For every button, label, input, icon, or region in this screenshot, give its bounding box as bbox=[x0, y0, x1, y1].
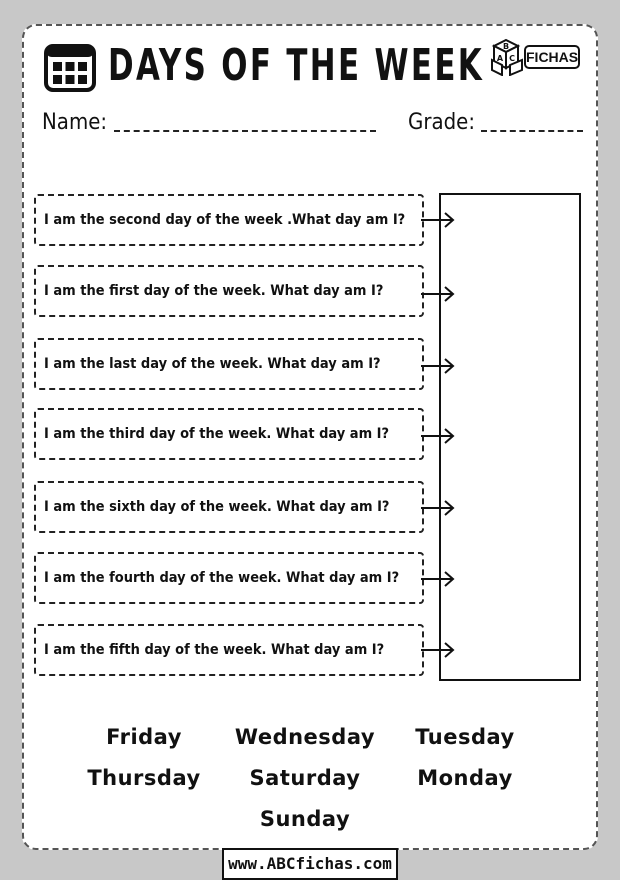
question-box bbox=[34, 265, 424, 317]
word-bank-item: Monday bbox=[417, 766, 513, 790]
calendar-icon bbox=[44, 44, 96, 92]
name-label: Name: bbox=[42, 110, 108, 135]
logo-letter-c: C bbox=[509, 54, 515, 63]
footer-url: www.ABCfichas.com bbox=[222, 848, 398, 880]
question-box bbox=[34, 338, 424, 390]
logo-letter-a: A bbox=[496, 54, 504, 63]
question-box bbox=[34, 552, 424, 604]
question-text: I am the fifth day of the week. What day am I? bbox=[44, 642, 385, 658]
question-box bbox=[34, 624, 424, 676]
name-field[interactable] bbox=[114, 130, 376, 132]
arrow-right-icon bbox=[421, 642, 457, 658]
arrow-right-icon bbox=[421, 212, 457, 228]
arrow-right-icon bbox=[421, 428, 457, 444]
arrow-right-icon bbox=[421, 571, 457, 587]
arrow-right-icon bbox=[421, 358, 457, 374]
question-box bbox=[34, 481, 424, 533]
logo-text: FICHAS bbox=[524, 45, 580, 69]
question-text: I am the third day of the week. What day am I? bbox=[44, 426, 390, 442]
question-text: I am the second day of the week .What day am I? bbox=[44, 212, 406, 228]
grade-label: Grade: bbox=[408, 110, 476, 135]
question-text: I am the first day of the week. What day am I? bbox=[44, 283, 384, 299]
question-box bbox=[34, 194, 424, 246]
word-bank-item: Friday bbox=[106, 725, 182, 749]
word-bank-item: Wednesday bbox=[234, 725, 376, 749]
word-bank-item: Tuesday bbox=[415, 725, 515, 749]
word-bank-item: Saturday bbox=[249, 766, 361, 790]
grade-field[interactable] bbox=[481, 130, 583, 132]
logo-letter-b: B bbox=[502, 42, 510, 51]
arrow-right-icon bbox=[421, 500, 457, 516]
question-text: I am the fourth day of the week. What day am I? bbox=[44, 570, 400, 586]
word-bank-item: Thursday bbox=[87, 766, 201, 790]
question-text: I am the last day of the week. What day am I? bbox=[44, 356, 381, 372]
question-box bbox=[34, 408, 424, 460]
question-text: I am the sixth day of the week. What day am I? bbox=[44, 499, 390, 515]
word-bank-item: Sunday bbox=[259, 807, 351, 831]
arrow-right-icon bbox=[421, 286, 457, 302]
answer-box[interactable] bbox=[439, 193, 581, 681]
page-title: DAYS OF THE WEEK bbox=[108, 40, 485, 91]
